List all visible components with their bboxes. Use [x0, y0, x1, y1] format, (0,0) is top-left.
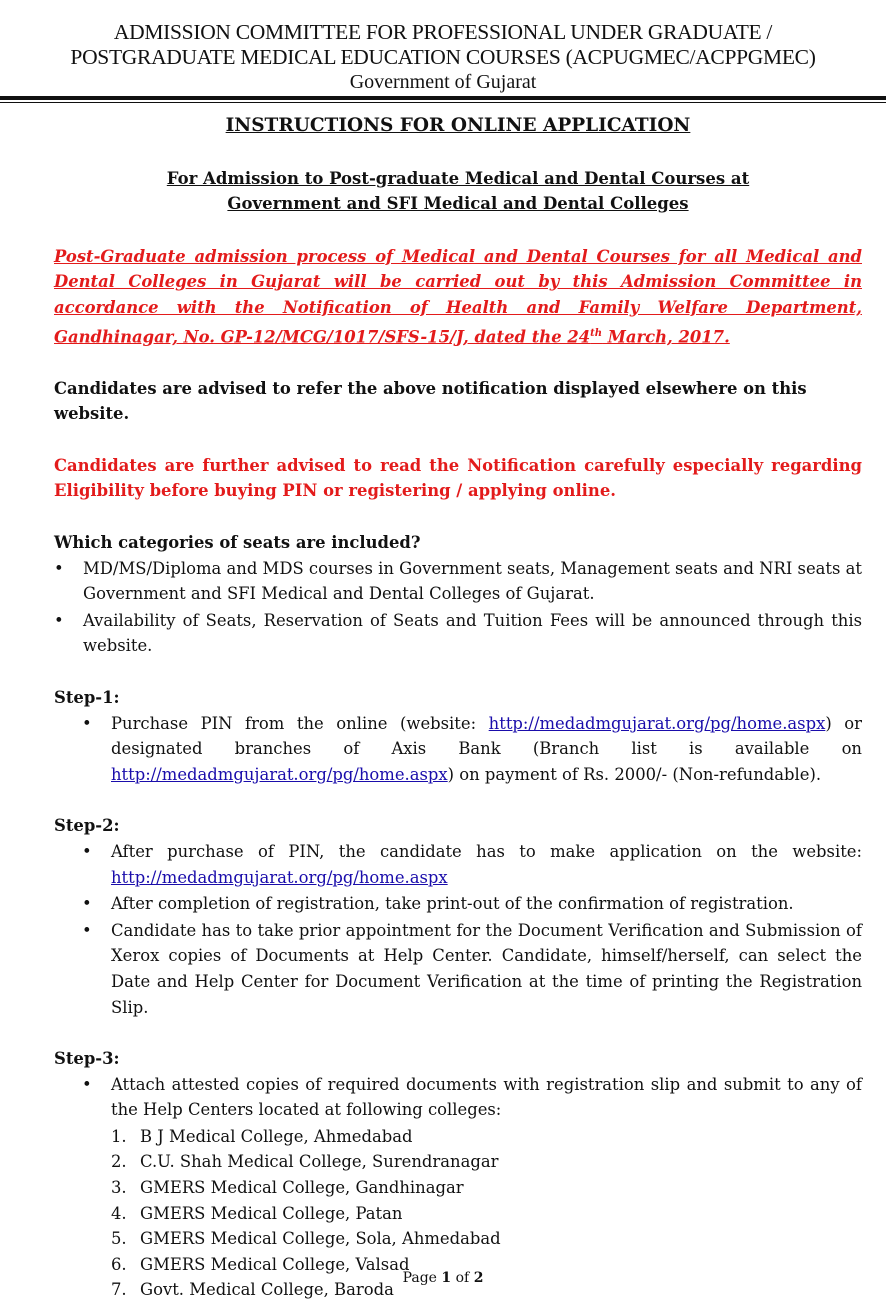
college-name: C.U. Shah Medical College, Surendranagar [140, 1152, 499, 1172]
list-item [111, 1201, 862, 1227]
list-item [82, 839, 862, 890]
list-number: 1. [111, 1126, 127, 1146]
advice-read-eligibility: Candidates are further advised to read the Notification carefully especially regarding Eligibility before buying PIN or registering / applying online. [54, 455, 862, 501]
website-link[interactable]: http://medadmgujarat.org/pg/home.aspx [488, 713, 826, 733]
header-divider-thick [0, 96, 886, 100]
college-name: GMERS Medical College, Sola, Ahmedabad [140, 1229, 501, 1249]
step-1-list [54, 711, 862, 788]
bullet-icon: • [82, 841, 92, 861]
notice-text-end: March, 2017. [602, 327, 730, 347]
college-name: GMERS Medical College, Patan [140, 1203, 403, 1223]
list-item [82, 711, 862, 788]
step-2-heading: Step-2: [54, 816, 120, 836]
bullet-icon: • [54, 610, 64, 630]
categories-item-text: Availability of Seats, Reservation of Seats and Tuition Fees will be announced through this website. [83, 610, 862, 656]
page-footer [0, 1268, 886, 1288]
college-name: Govt. Medical College, Baroda [140, 1280, 394, 1300]
list-item [82, 1072, 862, 1123]
bullet-icon: • [82, 894, 92, 914]
list-number: 5. [111, 1229, 127, 1249]
document-body [54, 110, 862, 1303]
step-3-heading: Step-3: [54, 1049, 120, 1069]
subtitle-line-1: For Admission to Post-graduate Medical and Dental Courses at [166, 168, 750, 188]
list-item [82, 891, 862, 917]
list-item [54, 608, 862, 659]
page-subtitle [54, 166, 862, 217]
list-item [111, 1226, 862, 1252]
list-number: 4. [111, 1203, 127, 1223]
list-number: 2. [111, 1152, 127, 1172]
college-name: GMERS Medical College, Gandhinagar [140, 1178, 464, 1198]
step-2-item-1-text: After purchase of PIN, the candidate has to make application on the website: [111, 841, 862, 861]
list-item [54, 556, 862, 607]
list-number: 7. [111, 1280, 127, 1300]
page-number: 1 [441, 1270, 452, 1286]
application-website-link[interactable]: http://medadmgujarat.org/pg/home.aspx [111, 867, 448, 887]
letterhead [0, 0, 886, 94]
letterhead-line-2: POSTGRADUATE MEDICAL EDUCATION COURSES (ACPUGMEC/ACPPGMEC) [70, 45, 816, 69]
bullet-icon: • [82, 920, 92, 940]
list-item [111, 1175, 862, 1201]
college-name: B J Medical College, Ahmedabad [140, 1126, 413, 1146]
step-1-heading: Step-1: [54, 687, 120, 707]
of-word: of [455, 1270, 470, 1286]
notification-notice [54, 244, 862, 350]
bullet-icon: • [54, 558, 64, 578]
page-word: Page [402, 1270, 437, 1286]
categories-list [54, 556, 862, 659]
page-title: INSTRUCTIONS FOR ONLINE APPLICATION [225, 115, 691, 136]
bullet-icon: • [82, 713, 92, 733]
step-2-list [54, 839, 862, 1020]
step-1-text-a: Purchase PIN from the online (website: [111, 713, 489, 733]
step-2-item-2-text: After completion of registration, take print-out of the confirmation of registration. [111, 894, 794, 914]
college-name: GMERS Medical College, Valsad [140, 1254, 410, 1274]
list-item [82, 918, 862, 1020]
header-divider-thin [0, 102, 886, 103]
list-number: 6. [111, 1254, 127, 1274]
branch-list-link[interactable]: http://medadmgujarat.org/pg/home.aspx [111, 764, 448, 784]
subtitle-line-2: Government and SFI Medical and Dental Colleges [227, 194, 689, 214]
list-number: 3. [111, 1178, 127, 1198]
notice-superscript: th [590, 327, 603, 339]
step-2-item-3-text: Candidate has to take prior appointment for the Document Verification and Submission of Xerox copies of Documents at Help Center. Candidate, himself/herself, can select the Date and Help Center for Document Verification at the time of printing the Registration Slip. [111, 920, 862, 1017]
step-1-text-c: ) on payment of Rs. 2000/- (Non-refundable). [447, 764, 822, 784]
letterhead-line-1: ADMISSION COMMITTEE FOR PROFESSIONAL UNDER GRADUATE / [113, 20, 773, 44]
categories-item-text: MD/MS/Diploma and MDS courses in Government seats, Management seats and NRI seats at Government and SFI Medical and Dental Colleges of Gujarat. [83, 558, 862, 604]
list-item [111, 1124, 862, 1150]
advice-refer-notification: Candidates are advised to refer the above notification displayed elsewhere on this website. [54, 378, 807, 424]
step-3-list [54, 1072, 862, 1123]
step-1-text-b: ) or designated branches of Axis Bank (Branch list is available on [111, 713, 863, 759]
bullet-icon: • [82, 1074, 92, 1094]
total-pages: 2 [473, 1270, 484, 1286]
notice-text: Post-Graduate admission process of Medical and Dental Courses for all Medical and Dental Colleges in Gujarat will be carried out by this Admission Committee in accordance with the Notification of Health and Family Welfare Department, Gandhinagar, No. GP-12/MCG/1017/SFS-15/J, dated the 24 [54, 246, 862, 347]
step-3-item-1-text: Attach attested copies of required documents with registration slip and submit to any of the Help Centers located at following colleges: [111, 1074, 862, 1120]
list-item [111, 1149, 862, 1175]
letterhead-line-3: Government of Gujarat [349, 71, 537, 93]
categories-heading: Which categories of seats are included? [54, 533, 421, 552]
